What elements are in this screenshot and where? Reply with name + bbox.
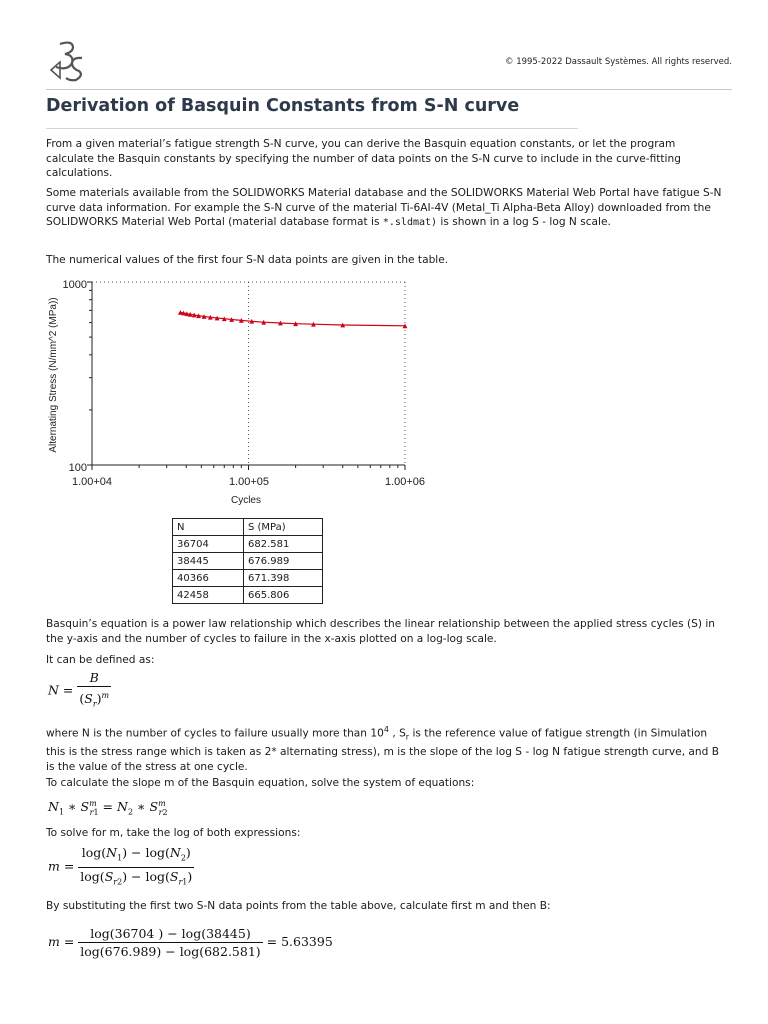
basquin-description-paragraph: Basquin’s equation is a power law relationship which describes the linear relationship between the applied stress cycles (S) in the y-axis and the number of cycles to failure in the x-axis plotted on a log-log scale.: [46, 618, 715, 645]
y-tick-label-1000: 1000: [62, 279, 87, 291]
copyright-notice: © 1995-2022 Dassault Systèmes. All rights reserved.: [505, 57, 732, 67]
sn-curve-line: [180, 312, 405, 326]
materials-paragraph: Some materials available from the SOLIDWORKS Material database and the SOLIDWORKS Material Web Portal have fatigue S-N curve data information. For example the S-N curve of the material Ti-6AI-4V (Metal_Ti Alpha-Beta Alloy) downloaded from the SOLIDWORKS Material Web Portal (material database format is *.sldmat) is shown in a log S - log N scale.: [46, 187, 722, 228]
table-header-row: [173, 519, 323, 536]
title-divider: [46, 128, 578, 129]
x-tick-label-1e6: 1.00+06: [384, 476, 426, 488]
y-axis-label: Alternating Stress (N/mm^2 (MPa)): [48, 297, 59, 453]
table-row: [173, 553, 323, 570]
page-title: Derivation of Basquin Constants from S-N curve: [46, 96, 520, 116]
table-cell-n: 38445: [173, 553, 244, 570]
log-intro-paragraph: To solve for m, take the log of both expressions:: [46, 827, 301, 839]
table-header-n: N: [173, 519, 244, 536]
table-cell-s: 671.398: [244, 570, 323, 587]
table-intro-paragraph: The numerical values of the first four S-N data points are given in the table.: [46, 254, 449, 266]
table-cell-s: 665.806: [244, 587, 323, 604]
table-cell-n: 40366: [173, 570, 244, 587]
sn-curve-chart: [40, 270, 440, 515]
x-axis-label: Cycles: [230, 495, 262, 506]
slope-result: = 5.63395: [266, 934, 333, 949]
definition-intro: It can be defined as:: [46, 654, 155, 666]
table-header-s: S (MPa): [244, 519, 323, 536]
table-cell-n: 42458: [173, 587, 244, 604]
basquin-equation: N = $\frac{B}{(S_r)^m}$: [48, 669, 111, 713]
substitution-paragraph: By substituting the first two S-N data points from the table above, calculate first m and then B:: [46, 900, 551, 912]
y-tick-label-100: 100: [68, 462, 87, 474]
header-divider: [46, 89, 732, 90]
table-row: [173, 536, 323, 553]
dassault-logo-icon: [46, 40, 86, 82]
intro-paragraph: From a given material’s fatigue strength S-N curve, you can derive the Basquin equation constants, or let the program calculate the Basquin constants by specifying the number of data points on the S-N curve to include in the curve-fitting calculations.: [46, 138, 681, 179]
x-tick-label-1e4: 1.00+04: [71, 476, 113, 488]
table-row: [173, 570, 323, 587]
table-cell-s: 676.989: [244, 553, 323, 570]
table-cell-n: 36704: [173, 536, 244, 553]
sn-data-table: [172, 518, 323, 604]
table-cell-s: 682.581: [244, 536, 323, 553]
variables-paragraph: where N is the number of cycles to failure usually more than $10^4$ , $S_r$ is the reference value of fatigue strength (in Simulation this is the stress range which is taken as 2* alternating stress), m is the slope of the log S - log N fatigue strength curve, and B is the value of the stress at one cycle.: [46, 725, 719, 773]
slope-log-equation: m = $\frac{\log(N_1) - \log(N_2)}{\log(S_{r2}) - \log(S_{r1})}$: [48, 844, 194, 890]
system-equation: $N_1$ ∗ $S^m_{r1} = N_2$ ∗ $S^m_{r2}$: [48, 799, 168, 817]
file-extension-code: *.sldmat): [382, 217, 438, 228]
slope-numeric-equation: m = $\frac{\log(36704 ) - \log(38445)}{\log(676.989) - \log(682.581)}$ = 5.63395: [48, 926, 333, 959]
x-tick-label-1e5: 1.00+05: [228, 476, 270, 488]
slope-intro-paragraph: To calculate the slope m of the Basquin equation, solve the system of equations:: [46, 777, 475, 789]
table-row: [173, 587, 323, 604]
